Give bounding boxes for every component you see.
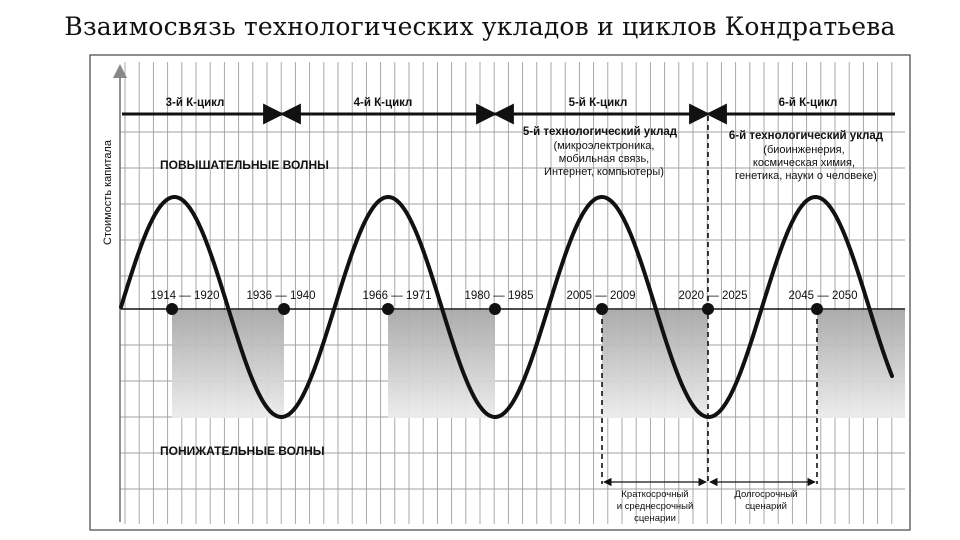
cycle-label-3: 3-й К-цикл bbox=[165, 97, 225, 109]
uklad6-line-3: генетика, науки о человеке) bbox=[735, 170, 877, 182]
period-dot-1914 bbox=[166, 303, 178, 315]
long-scenario-line-1: Долгосрочный bbox=[734, 489, 798, 500]
lower-wave-label: ПОНИЖАТЕЛЬНЫЕ ВОЛНЫ bbox=[160, 444, 325, 458]
uklad6-line-1: (биоинженерия, bbox=[763, 144, 845, 156]
uklad5-line-1: (микроэлектроника, bbox=[553, 140, 655, 152]
period-label-1980: 1980 — 1985 bbox=[464, 290, 534, 302]
slide-title: Взаимосвязь технологических укладов и циклов Кондратьева bbox=[64, 12, 896, 41]
cycle-label-4: 4-й К-цикл bbox=[353, 97, 413, 109]
uklad5-line-2: мобильная связь, bbox=[558, 153, 650, 165]
period-label-2020: 2020 — 2025 bbox=[678, 290, 748, 302]
period-label-1936: 1936 — 1940 bbox=[246, 290, 316, 302]
period-label-1914: 1914 — 1920 bbox=[150, 290, 220, 302]
period-dot-1936 bbox=[278, 303, 290, 315]
period-dot-2020 bbox=[702, 303, 714, 315]
period-label-2045: 2045 — 2050 bbox=[788, 290, 858, 302]
period-dot-1966 bbox=[382, 303, 394, 315]
period-dot-2005 bbox=[596, 303, 608, 315]
shade-region bbox=[172, 310, 284, 418]
uklad5-title: 5-й технологический уклад bbox=[522, 126, 678, 138]
short-scenario-line-2: и среднесрочный bbox=[616, 501, 694, 512]
cycle-label-5: 5-й К-цикл bbox=[568, 97, 628, 109]
period-label-2005: 2005 — 2009 bbox=[566, 290, 636, 302]
period-dot-1980 bbox=[489, 303, 501, 315]
short-scenario-line-1: Краткосрочный bbox=[621, 489, 689, 500]
shade-region bbox=[817, 310, 905, 418]
cycle-label-6: 6-й К-цикл bbox=[778, 97, 838, 109]
short-scenario-line-3: сценарии bbox=[634, 513, 676, 524]
uklad5-line-3: Интернет, компьютеры) bbox=[544, 166, 664, 178]
uklad6-line-2: космическая химия, bbox=[752, 157, 856, 169]
period-label-1966: 1966 — 1971 bbox=[362, 290, 432, 302]
period-dot-2045 bbox=[811, 303, 823, 315]
y-axis-label: Стоимость капитала bbox=[102, 140, 114, 245]
upper-wave-label: ПОВЫШАТЕЛЬНЫЕ ВОЛНЫ bbox=[160, 158, 329, 172]
uklad6-title: 6-й технологический уклад bbox=[728, 130, 884, 142]
long-scenario-line-2: сценарий bbox=[745, 501, 787, 512]
